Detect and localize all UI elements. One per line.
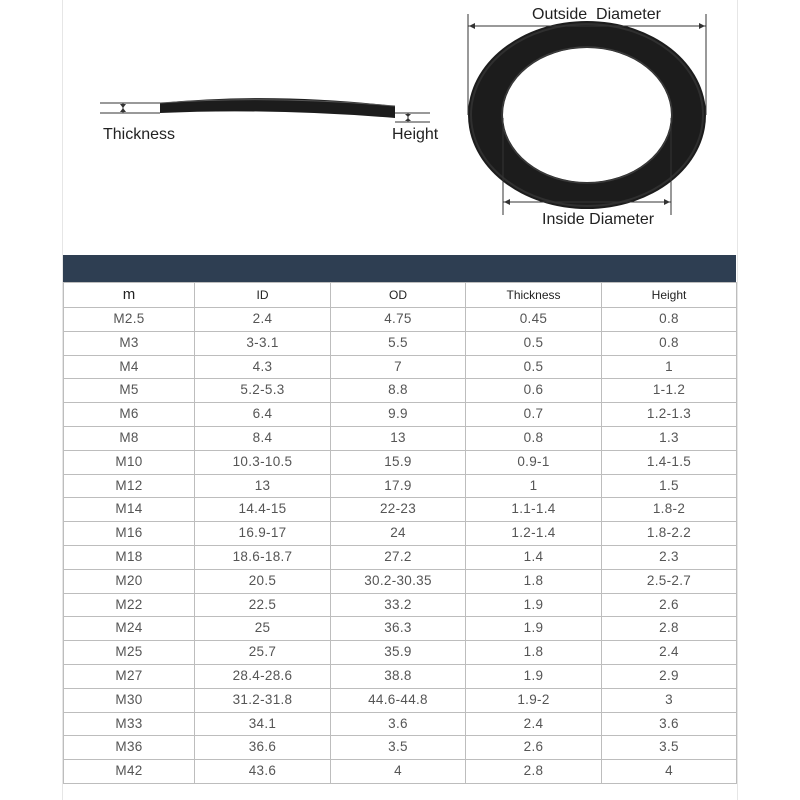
table-row xyxy=(64,474,737,498)
cell-size: M36 xyxy=(64,736,195,760)
cell-od: 17.9 xyxy=(331,474,466,498)
cell-od: 35.9 xyxy=(331,641,466,665)
cell-thickness: 0.6 xyxy=(466,379,602,403)
cell-height: 0.8 xyxy=(602,308,737,332)
table-row xyxy=(64,403,737,427)
header-m: m xyxy=(64,283,195,308)
cell-od: 5.5 xyxy=(331,331,466,355)
cell-od: 22-23 xyxy=(331,498,466,522)
cell-id: 18.6-18.7 xyxy=(195,545,331,569)
cell-thickness: 0.5 xyxy=(466,355,602,379)
cell-id: 31.2-31.8 xyxy=(195,688,331,712)
header-od: OD xyxy=(331,283,466,308)
cell-size: M3 xyxy=(64,331,195,355)
cell-height: 2.8 xyxy=(602,617,737,641)
cell-thickness: 0.9-1 xyxy=(466,450,602,474)
cell-id: 6.4 xyxy=(195,403,331,427)
cell-id: 8.4 xyxy=(195,426,331,450)
table-row xyxy=(64,522,737,546)
cell-size: M6 xyxy=(64,403,195,427)
cell-thickness: 0.8 xyxy=(466,426,602,450)
cell-height: 3.5 xyxy=(602,736,737,760)
cell-thickness: 1.9 xyxy=(466,593,602,617)
header-height: Height xyxy=(602,283,737,308)
cell-size: M2.5 xyxy=(64,308,195,332)
cell-thickness: 1.9 xyxy=(466,617,602,641)
cell-id: 43.6 xyxy=(195,760,331,784)
washer-diagram xyxy=(0,0,800,255)
cell-height: 1-1.2 xyxy=(602,379,737,403)
spec-table-container xyxy=(63,282,736,784)
cell-size: M33 xyxy=(64,712,195,736)
cell-size: M18 xyxy=(64,545,195,569)
table-row xyxy=(64,426,737,450)
height-dimension xyxy=(395,113,430,122)
cell-size: M8 xyxy=(64,426,195,450)
cell-thickness: 0.45 xyxy=(466,308,602,332)
table-row xyxy=(64,617,737,641)
cell-od: 4.75 xyxy=(331,308,466,332)
cell-od: 24 xyxy=(331,522,466,546)
cell-height: 2.6 xyxy=(602,593,737,617)
cell-id: 25 xyxy=(195,617,331,641)
table-row xyxy=(64,593,737,617)
cell-height: 1.3 xyxy=(602,426,737,450)
table-row xyxy=(64,569,737,593)
cell-od: 15.9 xyxy=(331,450,466,474)
cell-height: 3.6 xyxy=(602,712,737,736)
cell-id: 13 xyxy=(195,474,331,498)
spec-table xyxy=(63,282,737,784)
cell-od: 44.6-44.8 xyxy=(331,688,466,712)
cell-size: M16 xyxy=(64,522,195,546)
table-row xyxy=(64,498,737,522)
cell-size: M14 xyxy=(64,498,195,522)
cell-id: 36.6 xyxy=(195,736,331,760)
cell-height: 0.8 xyxy=(602,331,737,355)
header-thickness: Thickness xyxy=(466,283,602,308)
cell-thickness: 1.9-2 xyxy=(466,688,602,712)
thickness-label: Thickness xyxy=(103,126,176,143)
table-row xyxy=(64,379,737,403)
cell-id: 5.2-5.3 xyxy=(195,379,331,403)
table-row xyxy=(64,736,737,760)
cell-size: M10 xyxy=(64,450,195,474)
cell-od: 36.3 xyxy=(331,617,466,641)
cell-height: 2.5-2.7 xyxy=(602,569,737,593)
height-label: Height xyxy=(392,126,439,143)
cell-od: 8.8 xyxy=(331,379,466,403)
cell-height: 1.8-2 xyxy=(602,498,737,522)
cell-thickness: 1.1-1.4 xyxy=(466,498,602,522)
cell-id: 25.7 xyxy=(195,641,331,665)
cell-id: 16.9-17 xyxy=(195,522,331,546)
cell-size: M30 xyxy=(64,688,195,712)
cell-od: 13 xyxy=(331,426,466,450)
cell-thickness: 1.8 xyxy=(466,641,602,665)
cell-od: 27.2 xyxy=(331,545,466,569)
cell-od: 4 xyxy=(331,760,466,784)
cell-thickness: 1.8 xyxy=(466,569,602,593)
cell-size: M22 xyxy=(64,593,195,617)
cell-thickness: 1.2-1.4 xyxy=(466,522,602,546)
cell-id: 22.5 xyxy=(195,593,331,617)
outside-diameter-label: Outside Diameter xyxy=(532,6,661,23)
cell-size: M20 xyxy=(64,569,195,593)
cell-thickness: 1 xyxy=(466,474,602,498)
cell-height: 1.4-1.5 xyxy=(602,450,737,474)
cell-thickness: 0.5 xyxy=(466,331,602,355)
cell-id: 14.4-15 xyxy=(195,498,331,522)
thickness-dimension xyxy=(100,103,160,113)
cell-size: M5 xyxy=(64,379,195,403)
cell-thickness: 2.8 xyxy=(466,760,602,784)
cell-size: M42 xyxy=(64,760,195,784)
table-body xyxy=(64,308,737,784)
cell-height: 2.3 xyxy=(602,545,737,569)
cell-od: 7 xyxy=(331,355,466,379)
inside-diameter-label: Inside Diameter xyxy=(542,211,655,228)
header-id: ID xyxy=(195,283,331,308)
table-row xyxy=(64,688,737,712)
cell-height: 1 xyxy=(602,355,737,379)
table-row xyxy=(64,355,737,379)
cell-height: 1.2-1.3 xyxy=(602,403,737,427)
table-row xyxy=(64,712,737,736)
cell-id: 10.3-10.5 xyxy=(195,450,331,474)
cell-size: M4 xyxy=(64,355,195,379)
cell-height: 2.4 xyxy=(602,641,737,665)
cell-od: 3.6 xyxy=(331,712,466,736)
cell-od: 9.9 xyxy=(331,403,466,427)
table-header-row xyxy=(64,283,737,308)
cell-size: M25 xyxy=(64,641,195,665)
cell-height: 1.5 xyxy=(602,474,737,498)
table-row xyxy=(64,450,737,474)
cell-thickness: 2.4 xyxy=(466,712,602,736)
cell-size: M12 xyxy=(64,474,195,498)
cell-id: 4.3 xyxy=(195,355,331,379)
table-row xyxy=(64,641,737,665)
cell-size: M24 xyxy=(64,617,195,641)
cell-thickness: 1.9 xyxy=(466,664,602,688)
cell-od: 33.2 xyxy=(331,593,466,617)
cell-height: 2.9 xyxy=(602,664,737,688)
washer-side-view xyxy=(160,98,395,118)
cell-od: 38.8 xyxy=(331,664,466,688)
cell-id: 34.1 xyxy=(195,712,331,736)
cell-id: 2.4 xyxy=(195,308,331,332)
table-row xyxy=(64,331,737,355)
cell-height: 3 xyxy=(602,688,737,712)
cell-size: M27 xyxy=(64,664,195,688)
table-row xyxy=(64,760,737,784)
cell-id: 20.5 xyxy=(195,569,331,593)
cell-id: 28.4-28.6 xyxy=(195,664,331,688)
cell-thickness: 2.6 xyxy=(466,736,602,760)
cell-thickness: 1.4 xyxy=(466,545,602,569)
cell-height: 1.8-2.2 xyxy=(602,522,737,546)
table-row xyxy=(64,545,737,569)
cell-od: 30.2-30.35 xyxy=(331,569,466,593)
cell-od: 3.5 xyxy=(331,736,466,760)
washer-top-view xyxy=(468,21,706,209)
table-header-bar xyxy=(63,255,736,282)
table-row xyxy=(64,308,737,332)
cell-thickness: 0.7 xyxy=(466,403,602,427)
cell-height: 4 xyxy=(602,760,737,784)
cell-id: 3-3.1 xyxy=(195,331,331,355)
table-row xyxy=(64,664,737,688)
